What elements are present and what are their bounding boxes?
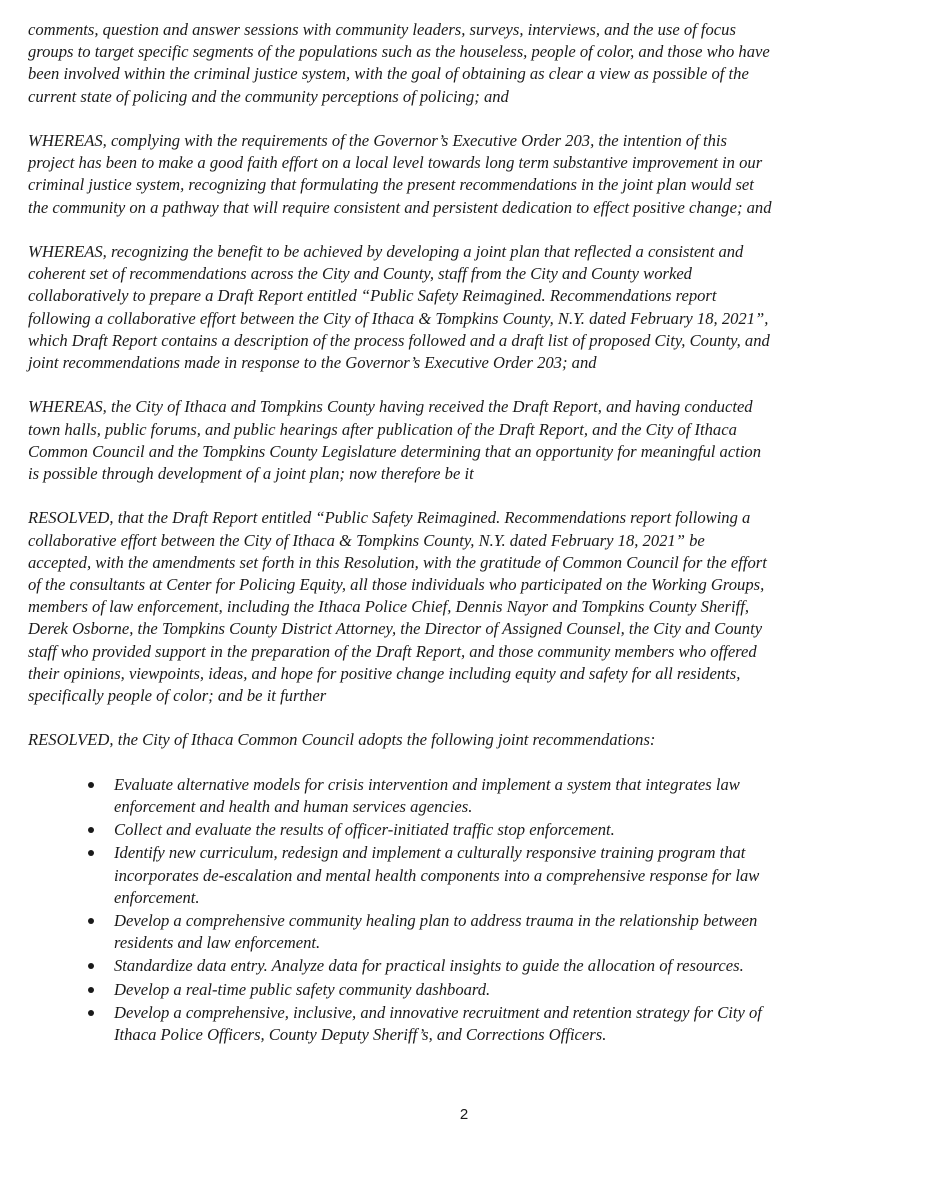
document-body [28,19,888,1047]
list-item-text: Develop a real-time public safety community dashboard. [114,979,491,999]
list-item [28,979,888,1001]
bullet-icon [88,850,94,856]
bullet-icon [88,782,94,788]
paragraph-whereas-executive-order: WHEREAS, complying with the requirements of the Governor’s Executive Order 203, the intention of this project has been to make a good faith effort on a local level towards long term substantive improvement in our criminal justice system, recognizing that formulating the present recommendations in the joint plan would set the community on a pathway that will require consistent and persistent dedication to effect positive change; and [28,131,772,217]
list-item-text: Evaluate alternative models for crisis intervention and implement a system that integrates law enforcement and health and human services agencies. [114,774,740,817]
bullet-icon [88,1010,94,1016]
list-item [28,910,888,954]
paragraph-whereas-draft-report: WHEREAS, recognizing the benefit to be achieved by developing a joint plan that reflected a consistent and coherent set of recommendations across the City and County, staff from the City and County worked collaboratively to prepare a Draft Report entitled “Public Safety Reimagined. Recommendations report following a collaborative effort between the City of Ithaca & Tompkins County, N.Y. dated February 18, 2021”, which Draft Report contains a description of the process followed and a draft list of proposed City, County, and joint recommendations made in response to the Governor’s Executive Order 203; and [28,242,770,373]
list-item [28,819,888,841]
list-item [28,842,888,909]
list-item-text: Develop a comprehensive, inclusive, and innovative recruitment and retention strategy for City of Ithaca Police Officers, County Deputy Sheriff’s, and Corrections Officers. [114,1002,762,1045]
paragraph-resolved-accepted: RESOLVED, that the Draft Report entitled “Public Safety Reimagined. Recommendations report following a collaborative effort between the City of Ithaca & Tompkins County, N.Y. dated February 18, 2021” be accepted, with the amendments set forth in this Resolution, with the gratitude of Common Council for the effort of the consultants at Center for Policing Equity, all those individuals who participated on the Working Groups, members of law enforcement, including the Ithaca Police Chief, Dennis Nayor and Tompkins County Sheriff, Derek Osborne, the Tompkins County District Attorney, the Director of Assigned Counsel, the City and County staff who provided support in the preparation of the Draft Report, and those community members who offered their opinions, viewpoints, ideas, and hope for positive change including equity and safety for all residents, specifically people of color; and be it further [28,508,767,706]
list-item [28,955,888,977]
recommendations-list [28,774,888,1046]
bullet-icon [88,918,94,924]
list-item-text: Develop a comprehensive community healing plan to address trauma in the relationship between residents and law enforcement. [114,911,758,953]
paragraph-continuation: comments, question and answer sessions with community leaders, surveys, interviews, and the use of focus groups to target specific segments of the populations such as the houseless, people of color, and those who have been involved within the criminal justice system, with the goal of obtaining as clear a view as possible of the current state of policing and the community perceptions of policing; and [28,20,770,106]
bullet-icon [88,827,94,833]
page-number: 2 [459,1106,469,1123]
list-item-text: Standardize data entry. Analyze data for practical insights to guide the allocation of resources. [114,956,744,976]
bullet-icon [88,963,94,969]
paragraph-resolved-adopts: RESOLVED, the City of Ithaca Common Council adopts the following joint recommendations: [28,730,656,750]
list-item [28,1002,888,1046]
list-item-text: Identify new curriculum, redesign and implement a culturally responsive training program that incorporates de-escalation and mental health components into a comprehensive response for law enforcement. [114,843,760,907]
list-item [28,774,888,818]
list-item-text: Collect and evaluate the results of officer-initiated traffic stop enforcement. [114,820,615,840]
bullet-icon [88,987,94,993]
paragraph-whereas-town-halls: WHEREAS, the City of Ithaca and Tompkins County having received the Draft Report, and having conducted town halls, public forums, and public hearings after publication of the Draft Report, and the City of Ithaca Common Council and the Tompkins County Legislature determining that an opportunity for meaningful action is possible through development of a joint plan; now therefore be it [28,397,762,484]
